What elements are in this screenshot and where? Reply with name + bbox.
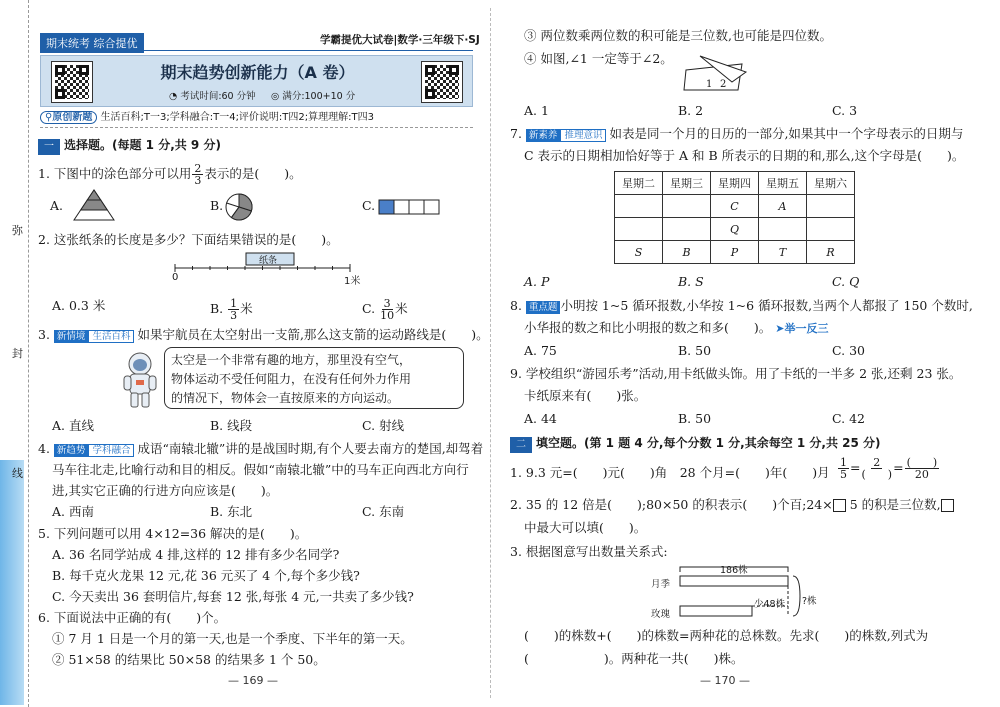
table-cell: Q	[711, 218, 759, 241]
table-cell: 星期四	[711, 172, 759, 195]
table-row	[615, 218, 855, 241]
practice-link[interactable]: ➤举一反三	[775, 322, 829, 335]
fill-2-line-1: 2. 35 的 12 倍是( );80×50 的积表示( )个百;24× 5 的积是三位数,	[510, 497, 954, 513]
q8-line-1: 8. 重点题 小明按 1~5 循环报数,小华按 1~6 循环报数,当两个人都报了 150 个数时,	[510, 298, 973, 313]
q7-option-a[interactable]: A. P	[524, 274, 550, 289]
innovation-row	[40, 110, 374, 126]
fill-3-stem: 3. 根据图意写出数量关系式:	[510, 544, 668, 559]
q8-option-b[interactable]: B. 50	[678, 343, 712, 358]
q6-option-b[interactable]: B. 2	[678, 103, 704, 118]
q6-option-c[interactable]: C. 3	[832, 103, 858, 118]
page-edge-strip	[0, 460, 24, 705]
section2-badge: 二	[510, 437, 532, 453]
exam-score: ◎ 满分:100+10 分	[271, 91, 356, 102]
q9-line-2: 卡纸原来有( )张。	[524, 388, 647, 403]
q5-option-a[interactable]: A. 36 名同学站成 4 排,这样的 12 排有多少名同学?	[52, 547, 340, 562]
q2-stem: 2. 这张纸条的长度是多少？下面结果错误的是( )。	[38, 232, 339, 247]
table-cell: 星期三	[663, 172, 711, 195]
q4-option-b[interactable]: B. 东北	[210, 504, 253, 519]
table-cell: 星期六	[807, 172, 855, 195]
page-number-right: — 170 —	[700, 674, 750, 687]
fill-3-line-2: ( )。两种花一共( )株。	[524, 651, 744, 666]
diagram-row-1: 月季	[651, 579, 671, 590]
angle-figure	[680, 50, 750, 94]
ruler-tick-0: 0	[172, 272, 179, 283]
table-cell	[663, 195, 711, 218]
exam-time: ◔ 考试时间:60 分钟	[169, 91, 256, 102]
q1-stem: 1. 下图中的涂色部分可以用 $\frac{2}{3}$ 表示的是( )。	[38, 162, 302, 187]
q9-line-1: 9. 学校组织“游园乐考”活动,用卡纸做头饰。用了卡纸的一半多 2 张,还剩 23 张。	[510, 366, 962, 381]
qr-code-left	[51, 61, 93, 103]
section2-heading: 二 填空题。(第 1 题 4 分,每个分数 1 分,其余每空 1 分,共 25 分)	[510, 435, 881, 453]
q7-option-b[interactable]: B. S	[678, 274, 704, 289]
table-cell: 星期五	[759, 172, 807, 195]
q3-stem: 3. 新情境 生活百科 如果宇航员在太空射出一支箭,那么这支箭的运动路线是( )。	[38, 327, 489, 342]
table-cell: B	[663, 241, 711, 264]
q3-option-c[interactable]: C. 射线	[362, 418, 405, 433]
triangle-figure	[72, 188, 116, 222]
diagram-less-label: 少48株	[754, 599, 786, 610]
q4-line-1: 4. 新趋势 学科融合 成语“南辕北辙”讲的是战国时期,有个人要去南方的楚国,却驾着	[38, 441, 484, 456]
q3-option-b[interactable]: B. 线段	[210, 418, 253, 433]
q5-option-b[interactable]: B. 每千克火龙果 12 元,花 36 元买了 4 个,每个多少钱?	[52, 568, 360, 583]
q2-option-b[interactable]: B. $\frac{1}{3}$ 米	[210, 297, 253, 322]
section1-heading: 一 选择题。(每题 1 分,共 9 分)	[38, 137, 221, 155]
callout-bubble	[164, 347, 464, 409]
table-cell	[615, 195, 663, 218]
page-divider	[490, 8, 491, 698]
q9-option-b[interactable]: B. 50	[678, 411, 712, 426]
section1-badge: 一	[38, 139, 60, 155]
diagram-question-label: ?株	[802, 596, 817, 607]
strip-label: 纸条	[259, 256, 278, 266]
table-row	[615, 172, 855, 195]
q1-option-a[interactable]: A.	[50, 198, 64, 213]
exam-title: 期末趋势创新能力（A 卷）	[160, 63, 355, 82]
diagram-top-label: 186株	[720, 565, 748, 576]
table-cell: R	[807, 241, 855, 264]
diagram-row-2: 玫瑰	[651, 609, 671, 620]
table-cell	[759, 218, 807, 241]
callout-line-3: 的情况下，物体会一直按原来的方向运动。	[171, 391, 400, 405]
q6-option-a[interactable]: A. 1	[524, 103, 549, 118]
margin-label-1: 弥	[12, 224, 23, 237]
q2-option-c[interactable]: C. $\frac{3}{10}$ 米	[362, 297, 408, 322]
table-cell	[615, 218, 663, 241]
q5-option-c[interactable]: C. 今天卖出 36 套明信片,每套 12 张,每张 4 元,一共卖了多少钱?	[52, 589, 414, 604]
q4-line-3: 进,其实它正确的行进方向应该是( )。	[52, 483, 279, 498]
q4-option-c[interactable]: C. 东南	[362, 504, 405, 519]
table-cell	[663, 218, 711, 241]
q9-option-a[interactable]: A. 44	[524, 411, 557, 426]
divider	[40, 127, 473, 128]
q6-statement-3: ③ 两位数乘两位数的积可能是三位数,也可能是四位数。	[524, 28, 832, 43]
ruler-tick-1: 1米	[344, 276, 361, 287]
table-cell: P	[711, 241, 759, 264]
q6-statement-1: ① 7 月 1 日是一个月的第一天,也是一个季度、下半年的第一天。	[52, 631, 413, 646]
page-number-left: — 169 —	[228, 674, 278, 687]
q1-option-c[interactable]: C.	[362, 198, 376, 213]
q2-option-a[interactable]: A. 0.3 米	[52, 298, 106, 313]
q1-option-b[interactable]: B.	[210, 198, 224, 213]
qr-code-right	[421, 61, 463, 103]
title-banner	[40, 55, 473, 107]
q4-line-2: 马车往北走,比喻行动和目的相反。假如“南辕北辙”中的马车正向西北方向行	[52, 462, 469, 477]
blank-box-2[interactable]	[941, 499, 954, 512]
calendar-table	[614, 171, 855, 264]
fill-1-stem: 1. 9.3 元=( )元( )角 28 个月=( )年( )月	[510, 465, 830, 480]
q4-option-a[interactable]: A. 西南	[52, 504, 94, 519]
table-row	[615, 195, 855, 218]
blank-box[interactable]	[833, 499, 846, 512]
q9-option-c[interactable]: C. 42	[832, 411, 865, 426]
table-cell: 星期二	[615, 172, 663, 195]
astronaut-image	[120, 350, 160, 410]
table-cell: A	[759, 195, 807, 218]
table-cell: S	[615, 241, 663, 264]
angle-label-1: 1	[706, 79, 713, 90]
fill-1-fraction-eq: $\frac{1}{5}$ = $\frac{2}{( )}$ = $\frac{( )}{20}$	[840, 456, 938, 481]
fill-3-line-1: ( )的株数+( )的株数=两种花的总株数。先求( )的株数,列式为	[524, 628, 929, 643]
callout-line-1: 太空是一个非常有趣的地方，那里没有空气，	[171, 353, 412, 367]
table-cell	[807, 218, 855, 241]
circle-figure	[224, 192, 254, 222]
q8-option-a[interactable]: A. 75	[524, 343, 557, 358]
cut-line	[28, 0, 29, 707]
q5-stem: 5. 下列问题可以用 4×12=36 解决的是( )。	[38, 526, 308, 541]
q7-option-c[interactable]: C. Q	[832, 274, 860, 289]
angle-label-2: 2	[720, 79, 727, 90]
margin-label-2: 封	[12, 347, 23, 360]
table-cell	[807, 195, 855, 218]
table-cell: C	[711, 195, 759, 218]
table-cell: T	[759, 241, 807, 264]
fill-2-line-2: 中最大可以填( )。	[524, 520, 647, 535]
callout-line-2: 物体运动不受任何阻力，在没有任何外力作用	[171, 372, 412, 386]
q6-statement-2: ② 51×58 的结果比 50×58 的结果多 1 个 50。	[52, 652, 326, 667]
q7-line-1: 7. 新素养 推理意识 如表是同一个月的日历的一部分,如果其中一个字母表示的日期与	[510, 126, 964, 141]
innovation-label: ⚲原创新题	[40, 111, 97, 124]
header-rule	[40, 50, 473, 51]
q7-line-2: C 表示的日期相加恰好等于 A 和 B 所表示的日期的和,那么,这个字母是( )。	[524, 148, 965, 163]
q3-option-a[interactable]: A. 直线	[52, 418, 94, 433]
q6-stem: 6. 下面说法中正确的有( )个。	[38, 610, 227, 625]
rectangle-figure	[378, 199, 440, 215]
innovation-text: 生活百科;T一3;学科融合:T一4;评价说明:T四2;算理理解:T四3	[100, 112, 374, 123]
header-left-tag: 期末统考 综合提优	[40, 33, 144, 53]
series-title: 学霸提优大试卷|数学·三年级下·SJ	[320, 34, 480, 46]
table-row	[615, 241, 855, 264]
margin-label-3: 线	[12, 467, 23, 480]
q8-option-c[interactable]: C. 30	[832, 343, 865, 358]
q6-statement-4: ④ 如图,∠1 一定等于∠2。	[524, 51, 673, 66]
q8-line-2: 小华报的数之和比小明报的数之和多( )。 ➤举一反三	[524, 320, 829, 335]
